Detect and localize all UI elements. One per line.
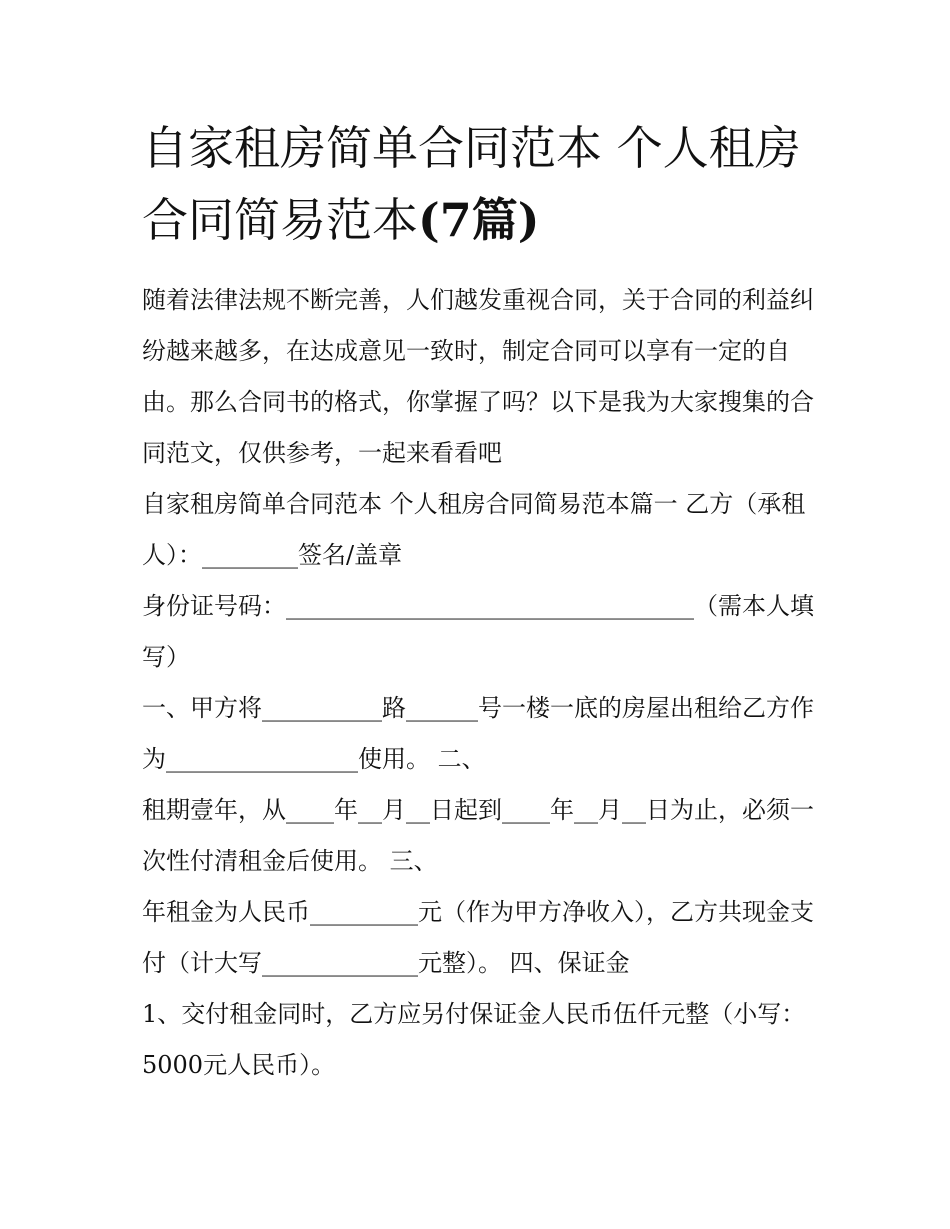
- title-suffix: (7篇): [418, 193, 540, 247]
- clause-one-paragraph: 一、甲方将__________路______号一楼一底的房屋出租给乙方作为________________使用。 二、: [142, 694, 814, 773]
- document-body: [142, 275, 822, 1091]
- deposit-paragraph: 1、交付租金同时，乙方应另付保证金人民币伍仟元整（小写：5000元人民币）。: [142, 1000, 806, 1079]
- title-main: 自家租房简单合同范本 个人租房合同简易范本: [142, 121, 801, 247]
- contract-heading-paragraph: 自家租房简单合同范本 个人租房合同简易范本篇一 乙方（承租人）：________签名/盖章: [142, 490, 806, 569]
- clause-three-paragraph: 年租金为人民币_________元（作为甲方净收入），乙方共现金支付（计大写_____________元整）。 四、保证金: [142, 898, 814, 977]
- document-title: [142, 112, 822, 256]
- clause-two-paragraph: 租期壹年，从____年__月__日起到____年__月__日为止，必须一次性付清租金后使用。 三、: [142, 796, 814, 875]
- intro-paragraph: 随着法律法规不断完善，人们越发重视合同，关于合同的利益纠纷越来越多，在达成意见一致时，制定合同可以享有一定的自由。那么合同书的格式，你掌握了吗？以下是我为大家搜集的合同范文，仅供参考，一起来看看吧: [142, 286, 814, 467]
- id-number-paragraph: 身份证号码：__________________________________（需本人填写）: [142, 592, 814, 671]
